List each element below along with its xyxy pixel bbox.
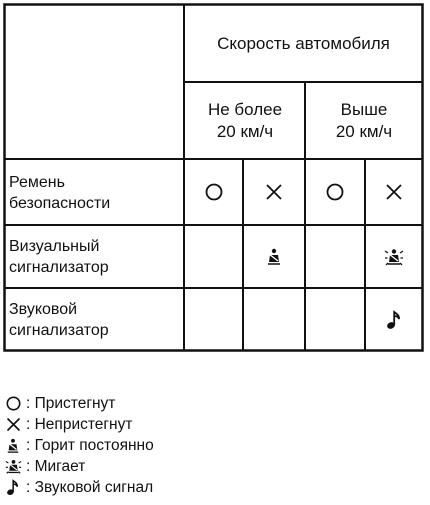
legend-item-fastened [4,393,424,414]
circle-icon [184,159,243,225]
seatbelt-flash-icon [4,458,22,476]
legend-item-flashing [4,456,424,477]
row-label-audio-line2: сигнализатор [9,322,109,339]
note-icon [4,479,22,497]
header-vehicle-speed [185,5,422,82]
legend-item-sound [4,477,424,498]
header-speed-high-line1: Выше [340,100,388,119]
row-label-visual-line2: сигнализатор [9,259,109,276]
row-label-seatbelt [5,160,184,225]
legend-text-fastened: : Пристегнут [26,394,116,412]
row-label-audio-line1: Звуковой [9,301,78,318]
legend-text-unfastened: : Непристегнут [26,415,133,433]
legend-text-steady: : Горит постоянно [26,436,154,454]
cross-icon [243,159,305,225]
legend [4,393,424,498]
note-icon [365,288,423,351]
header-speed-low-line2: 20 км/ч [216,122,274,141]
row-label-visual-line1: Визуальный [9,238,100,255]
row-label-audio-indicator [5,289,184,351]
legend-item-steady [4,435,424,456]
header-speed-low-line1: Не более [207,100,283,119]
legend-text-sound: : Звуковой сигнал [26,478,154,496]
header-vehicle-speed-text: Скорость автомобиля [217,33,390,53]
row-label-seatbelt-line1: Ремень [9,173,65,191]
seatbelt-flash-icon [365,225,423,288]
circle-icon [305,159,365,225]
row-label-visual-indicator [5,226,184,288]
circle-icon [4,395,22,413]
row-label-seatbelt-line2: безопасности [9,194,111,212]
seatbelt-steady-icon [243,225,305,288]
cross-icon [365,159,423,225]
indicator-table [3,3,424,352]
legend-item-unfastened [4,414,424,435]
header-speed-high-line2: 20 км/ч [335,122,393,141]
header-speed-low [185,83,305,159]
cross-icon [4,416,22,434]
legend-text-flashing: : Мигает [26,457,86,475]
header-speed-high [306,83,422,159]
seatbelt-steady-icon [4,437,22,455]
